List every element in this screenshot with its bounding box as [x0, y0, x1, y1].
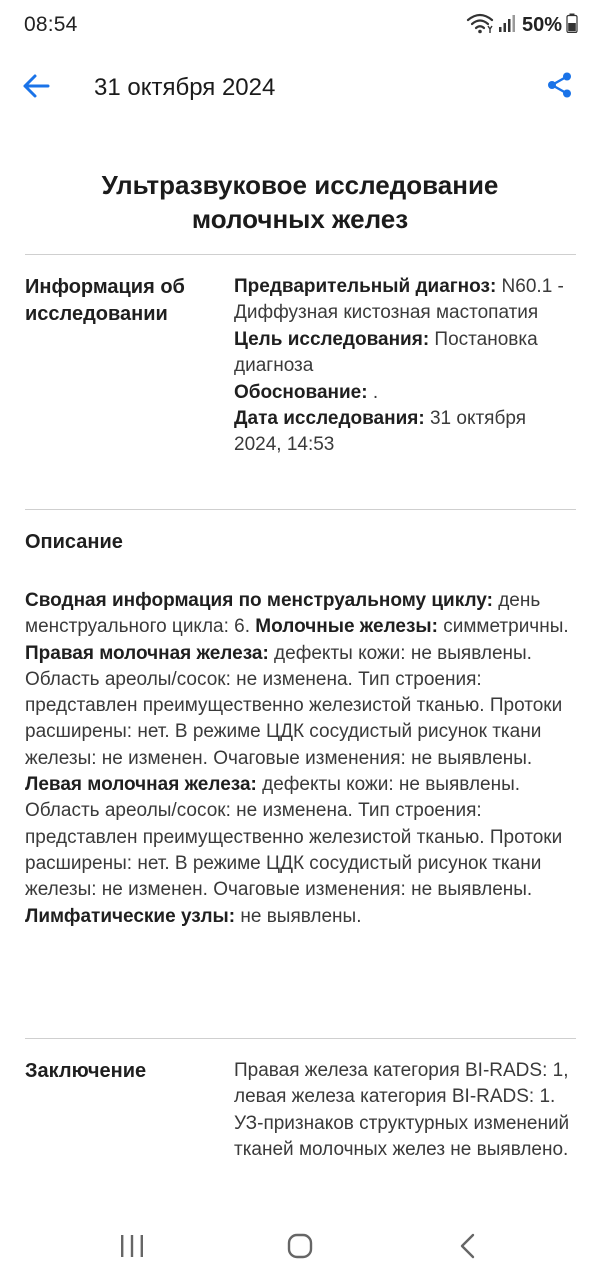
glands-value: симметричны. [437, 616, 569, 638]
left-gland-value: дефекты кожи: не выявлены. Область ареолы/сосок: не изменена. Тип строения: представлен преимущественно железистой тканью. Протоки расширены: нет. В режиме ЦДК сосудистый рисунок ткани железы: не изменен. Очаговые изменения: не выявлены. [25, 774, 563, 901]
study-basis-label: Обоснование: [234, 381, 368, 403]
info-values [234, 274, 576, 459]
study-date-label: Дата исследования: [234, 408, 425, 430]
home-button[interactable] [275, 1230, 325, 1266]
divider [25, 254, 576, 255]
arrow-left-icon [21, 73, 51, 104]
system-nav-bar [0, 1218, 600, 1278]
cycle-value: день менструального цикла: 6. [25, 590, 541, 638]
glands-label: Молочные железы: [255, 616, 438, 638]
conclusion-text: Правая железа категория BI-RADS: 1, левая железа категория BI-RADS: 1. УЗ-признаков структурных изменений тканей молочных желез не выявлено. [234, 1060, 570, 1161]
study-date-value: 31 октября 2024, 14:53 [234, 408, 526, 456]
report-title-line1: Ультразвуковое исследование [101, 170, 499, 200]
left-gland-paragraph [25, 772, 577, 903]
study-goal [234, 327, 576, 380]
report-title-line2: молочных желез [191, 204, 409, 234]
info-label [25, 274, 185, 328]
back-button[interactable] [16, 68, 56, 108]
description-title: Описание [25, 531, 123, 553]
battery-icon [566, 13, 578, 38]
info-label-line2: исследовании [25, 303, 168, 325]
status-bar [0, 0, 600, 50]
share-button[interactable] [540, 67, 580, 107]
study-goal-value: Постановка диагноза [234, 328, 538, 377]
lymph-label: Лимфатические узлы: [25, 905, 236, 927]
right-gland-paragraph [25, 641, 577, 772]
cycle-label: Сводная информация по менструальному циклу: [25, 590, 493, 611]
prelim-diagnosis [234, 274, 576, 327]
cycle-paragraph [25, 588, 577, 641]
wifi-icon [466, 12, 494, 39]
study-date [234, 406, 576, 459]
right-gland-label: Правая молочная железа: [25, 642, 269, 664]
study-goal-label: Цель исследования: [234, 328, 430, 350]
report-title [40, 168, 560, 236]
prelim-diagnosis-value: N60.1 - Диффузная кистозная мастопатия [234, 276, 564, 324]
battery-percent: 50% [521, 13, 562, 36]
conclusion-label: Заключение [25, 1060, 147, 1082]
divider [25, 1038, 576, 1039]
divider [25, 509, 576, 510]
prelim-diagnosis-label: Предварительный диагноз: [234, 276, 497, 297]
description-text [25, 588, 577, 930]
lymph-value: не выявлены. [235, 905, 362, 927]
left-gland-label: Левая молочная железа: [25, 774, 257, 796]
share-icon [546, 71, 574, 104]
study-basis-value: . [367, 381, 379, 403]
header-title: 31 октября 2024 [94, 74, 276, 101]
app-header [0, 60, 600, 114]
recent-apps-icon [118, 1233, 146, 1264]
lymph-paragraph [25, 904, 577, 930]
home-icon [286, 1232, 314, 1265]
info-label-line1: Информация об [25, 276, 185, 298]
back-chevron-icon [456, 1232, 480, 1265]
right-gland-value: дефекты кожи: не выявлены. Область ареолы/сосок: не изменена. Тип строения: представлен преимущественно железистой тканью. Протоки расширены: нет. В режиме ЦДК сосудистый рисунок ткани железы: не изменен. Очаговые изменения: не выявлены. [25, 642, 563, 769]
status-icons [466, 12, 578, 38]
system-back-button[interactable] [443, 1230, 493, 1266]
signal-icon [498, 13, 516, 38]
recent-apps-button[interactable] [107, 1230, 157, 1266]
study-basis [234, 380, 576, 406]
status-time: 08:54 [24, 13, 78, 36]
